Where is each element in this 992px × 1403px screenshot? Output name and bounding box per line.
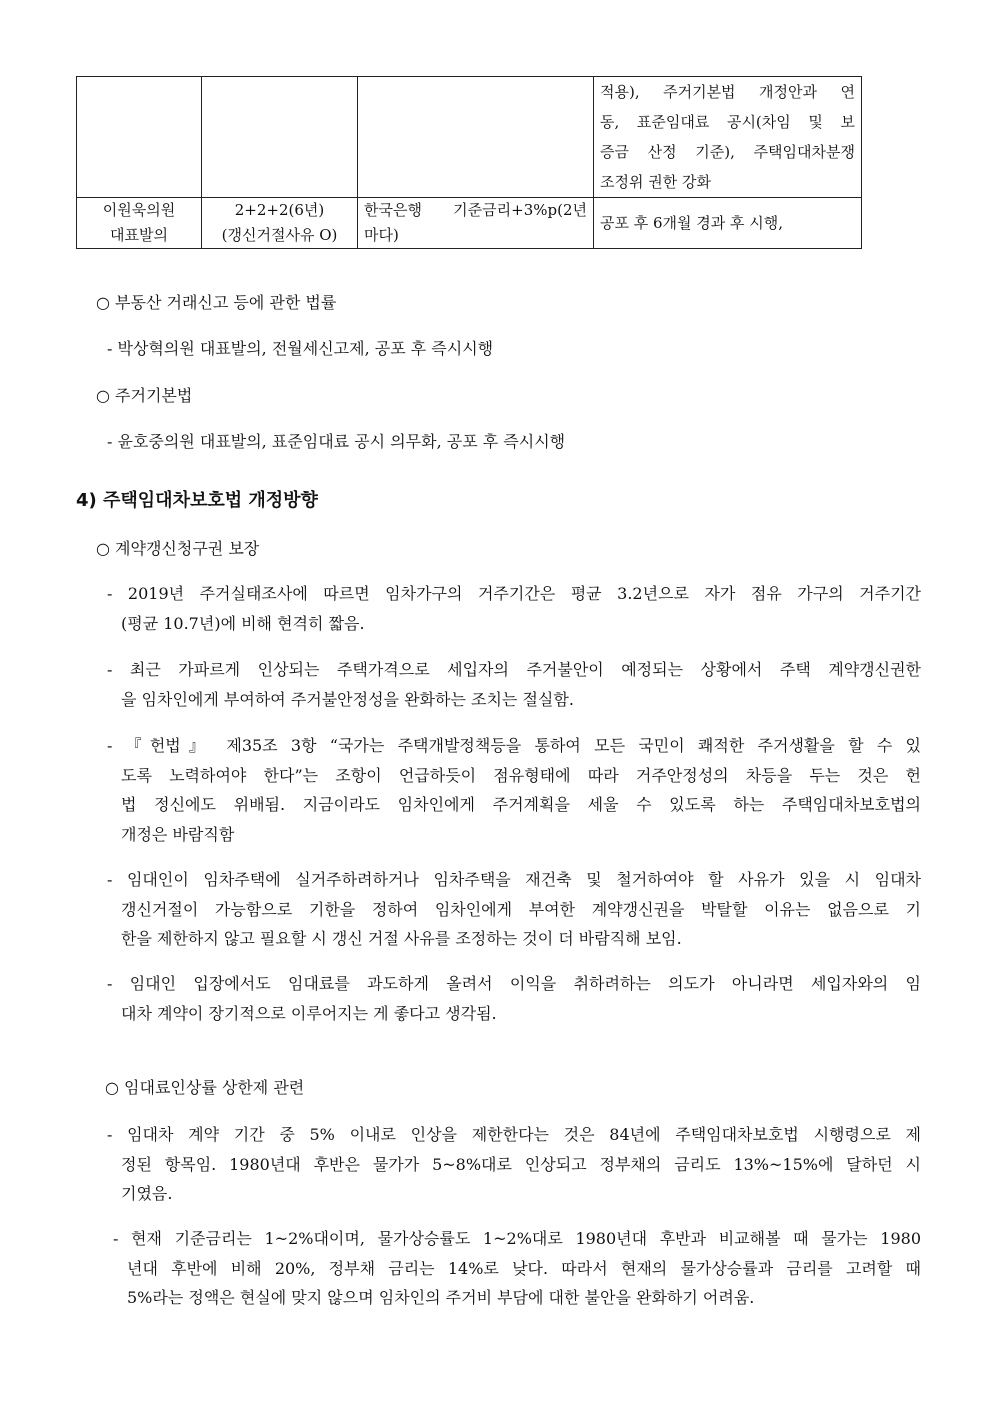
paragraph-line: 법 정신에도 위배됨. 지금이라도 임차인에게 주거계획을 세울 수 있도록 하는 주택임대차보호법의	[121, 795, 921, 814]
paragraph-line: 개정은 바람직함	[121, 824, 235, 844]
paragraph-line: 5%라는 정액은 현실에 맞지 않으며 임차인의 주거비 부담에 대한 불안을 완화하기 어려움.	[127, 1288, 755, 1307]
paragraph-line: - 임대인 입장에서도 임대료를 과도하게 올려서 이익을 취하려하는 의도가 아니라면 세입자와의 임	[107, 974, 921, 993]
cell-line: (갱신거절사유 O)	[221, 226, 338, 244]
paragraph-line: 년대 후반에 비해 20%, 정부채 금리는 14%로 낮다. 따라서 현재의 물가상승률과 금리를 고려할 때	[127, 1258, 921, 1278]
legislation-table	[76, 76, 862, 249]
table-cell	[358, 77, 594, 198]
table-cell-effective: 공포 후 6개월 경과 후 시행,	[594, 198, 862, 249]
paragraph-line: 을 임차인에게 부여하여 주거불안정성을 완화하는 조치는 절실함.	[121, 689, 574, 709]
paragraph	[107, 579, 921, 638]
table-cell-detail	[594, 77, 862, 198]
paragraph	[107, 655, 921, 714]
table-cell-rate	[358, 198, 594, 249]
table-cell-sponsor	[77, 198, 202, 249]
paragraph	[107, 969, 921, 1028]
paragraph-line: - 임대인이 임차주택에 실거주하려하거나 임차주택을 재건축 및 철거하여야 할 사유가 있을 시 임대차	[107, 870, 921, 889]
cell-line: 마다)	[364, 226, 399, 244]
paragraph-line: - 임대차 계약 기간 중 5% 이내로 인상을 제한한다는 것은 84년에 주택임대차보호법 시행령으로 제	[107, 1125, 921, 1144]
cell-line: 증금 산정 기준), 주택임대차분쟁	[600, 143, 855, 161]
paragraph	[107, 1120, 921, 1209]
table-row	[77, 77, 862, 198]
cell-line: 조정위 권한 강화	[600, 173, 711, 191]
table-cell	[202, 77, 358, 198]
law2-detail: - 윤호중의원 대표발의, 표준임대료 공시 의무화, 공포 후 즉시시행	[107, 432, 566, 451]
section-heading: 4) 주택임대차보호법 개정방향	[76, 490, 318, 511]
paragraph-line: 한을 제한하지 않고 필요할 시 갱신 거절 사유를 조정하는 것이 더 바람직해 보임.	[121, 929, 682, 948]
paragraph-line: 도록 노력하여야 한다”는 조항이 언급하듯이 점유형태에 따라 거주안정성의 차등을 두는 것은 헌	[121, 765, 921, 785]
cell-line: 2+2+2(6년)	[234, 201, 325, 219]
law1-detail: - 박상혁의원 대표발의, 전월세신고제, 공포 후 즉시시행	[107, 339, 494, 358]
table-cell	[77, 77, 202, 198]
paragraph-line: - 최근 가파르게 인상되는 주택가격으로 세입자의 주거불안이 예정되는 상황에서 주택 계약갱신권한	[107, 660, 921, 679]
cell-line: 한국은행 기준금리+3%p(2년	[364, 201, 587, 219]
cell-line: 대표발의	[110, 226, 168, 244]
table-cell-term	[202, 198, 358, 249]
paragraph-line: 갱신거절이 가능함으로 기한을 정하여 임차인에게 부여한 계약갱신권을 박탈할 이유는 없음으로 기	[121, 899, 921, 919]
law1-title: ○ 부동산 거래신고 등에 관한 법률	[96, 293, 337, 312]
law2-title: ○ 주거기본법	[96, 386, 193, 405]
paragraph-line: - 『헌법』 제35조 3항 “국가는 주택개발정책등을 통하여 모든 국민이 쾌적한 주거생활을 할 수 있	[107, 736, 921, 755]
paragraph-line: - 2019년 주거실태조사에 따르면 임차가구의 거주기간은 평균 3.2년으로 자가 점유 가구의 거주기간	[107, 584, 921, 603]
paragraph-line: 기였음.	[121, 1184, 173, 1203]
subsection-renewal-right: ○ 계약갱신청구권 보장	[96, 539, 260, 558]
paragraph-line: (평균 10.7년)에 비해 현격히 짧음.	[121, 613, 365, 633]
paragraph-line: - 현재 기준금리는 1~2%대이며, 물가상승률도 1~2%대로 1980년대 후반과 비교해볼 때 물가는 1980	[113, 1229, 921, 1248]
paragraph	[107, 731, 921, 849]
cell-line: 이원욱의원	[102, 201, 176, 219]
paragraph-line: 정된 항목임. 1980년대 후반은 물가가 5~8%대로 인상되고 정부채의 금리도 13%~15%에 달하던 시	[121, 1154, 921, 1174]
paragraph-line: 대차 계약이 장기적으로 이루어지는 게 좋다고 생각됨.	[121, 1003, 497, 1023]
cell-line: 적용), 주거기본법 개정안과 연	[600, 83, 855, 101]
subsection-rent-cap: ○ 임대료인상률 상한제 관련	[105, 1078, 305, 1097]
paragraph	[107, 865, 921, 954]
cell-line: 동, 표준임대료 공시(차임 및 보	[600, 113, 855, 131]
table-row	[77, 198, 862, 249]
paragraph	[113, 1224, 921, 1313]
